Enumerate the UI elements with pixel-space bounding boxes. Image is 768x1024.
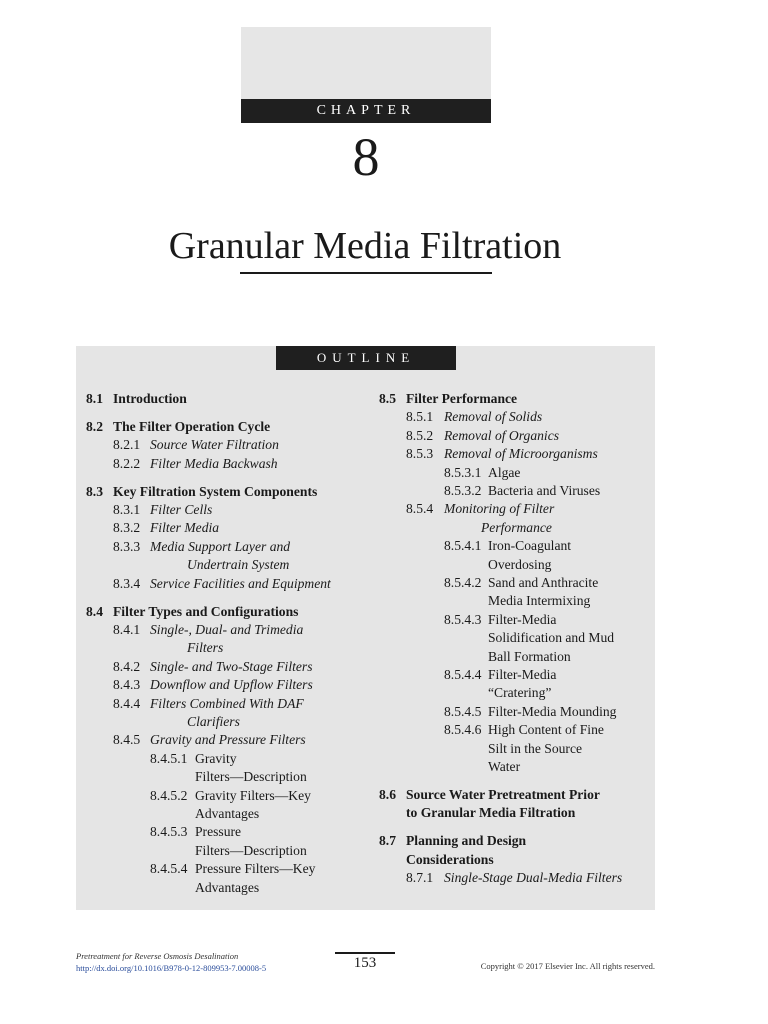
toc-entry-number: 8.3.2 [113,520,141,536]
toc-entry-title[interactable]: Removal of Solids [444,409,543,425]
footer-source [76,950,266,974]
toc-entry-title[interactable]: Filter Types and Configurations [113,603,299,619]
toc-entry-number: 8.4.5.4 [150,861,188,877]
title-underline [240,272,492,274]
toc-entry-title[interactable]: Filter Cells [150,502,213,517]
toc-entry-title[interactable]: Filter Performance [406,391,518,406]
toc-entry-title[interactable]: Water [488,759,521,774]
toc-entry-number: 8.3.1 [113,502,141,517]
toc-entry-title[interactable]: Single- and Two-Stage Filters [150,658,313,674]
toc-entry-title[interactable]: Key Filtration System Components [113,483,318,499]
toc-entry-title[interactable]: Overdosing [488,556,552,572]
toc-entry-number: 8.5.1 [406,409,434,425]
toc-entry-number: 8.1 [86,391,103,406]
toc-entry-number: 8.5.4.3 [444,611,482,627]
toc-entry-title[interactable]: Advantages [195,879,260,895]
toc-entry-title[interactable]: Filters—Description [195,842,307,858]
toc-entry-number: 8.4.2 [113,658,141,674]
toc-entry-number: 8.4 [86,603,103,619]
toc-entry-title[interactable]: Ball Formation [488,648,571,664]
toc-entry-number: 8.3.3 [113,538,141,554]
book-title: Pretreatment for Reverse Osmosis Desalination [76,951,239,961]
toc-entry-number: 8.5.4.5 [444,703,482,719]
toc-entry-number: 8.4.4 [113,695,141,711]
toc-entry-number: 8.5.4.1 [444,538,482,554]
toc-entry-title[interactable]: The Filter Operation Cycle [113,418,271,434]
toc-entry-number: 8.5.4 [406,501,434,517]
toc-entry-title[interactable]: Introduction [113,391,187,406]
toc-entry-number: 8.2 [86,418,103,434]
toc-entry-title[interactable]: Filter Media [150,520,220,536]
toc-entry-title[interactable]: Filter Media Backwash [150,455,278,471]
toc-entry-title[interactable]: Source Water Pretreatment Prior [406,786,600,802]
toc-entry-number: 8.5.2 [406,427,434,443]
toc-entry-title[interactable]: Media Intermixing [488,593,591,609]
toc-entry-title[interactable]: Media Support Layer and [150,538,291,554]
toc-entry-title[interactable]: Removal of Organics [444,427,560,443]
toc-entry-number: 8.5.3.1 [444,464,482,480]
toc-entry-number: 8.4.1 [113,621,141,637]
toc-entry-title[interactable]: to Granular Media Filtration [406,805,576,821]
toc-entry-title[interactable]: Clarifiers [187,713,240,729]
toc-entry-title[interactable]: Source Water Filtration [150,437,279,453]
toc-entry-title[interactable]: Undertrain System [187,557,290,573]
toc-entry-title[interactable]: Gravity Filters—Key [195,787,311,803]
toc-entry-title[interactable]: Solidification and Mud [488,630,615,646]
toc-entry-title[interactable]: Downflow and Upflow Filters [150,677,313,693]
toc-entry-number: 8.2.1 [113,437,141,453]
toc-entry-title[interactable]: Bacteria and Viruses [488,483,601,498]
chapter-number: 8 [352,127,380,187]
toc-entry-title[interactable]: Considerations [406,851,494,867]
toc-entry-title[interactable]: Gravity and Pressure Filters [150,732,306,748]
toc-entry-number: 8.6 [379,786,396,802]
toc-entry-title[interactable]: Algae [488,464,521,480]
toc-entry-number: 8.3 [86,483,103,499]
page-number-rule [335,952,395,954]
toc-entry-title[interactable]: Filters [187,640,224,656]
toc-entry-number: 8.4.5.2 [150,787,188,803]
toc-entry-number: 8.5.4.6 [444,722,482,738]
toc-entry-number: 8.5.4.4 [444,667,482,682]
outline-label: OUTLINE [276,346,456,370]
toc-entry-number: 8.7.1 [406,870,434,885]
chapter-title: Granular Media Filtration [168,225,562,267]
toc-entry-title[interactable]: Filter-Media Mounding [488,703,617,719]
toc-entry-number: 8.7 [379,833,396,849]
toc-entry-number: 8.5.3.2 [444,483,482,498]
chapter-label: CHAPTER [241,99,491,123]
toc-entry-title[interactable]: Monitoring of Filter [444,501,555,517]
copyright-notice: Copyright © 2017 Elsevier Inc. All rights reserved. [480,961,655,971]
toc-entry-title[interactable]: Gravity [195,750,237,766]
toc-entry-title[interactable]: High Content of Fine [488,722,604,738]
doi-link[interactable]: http://dx.doi.org/10.1016/B978-0-12-809953-7.00008-5 [76,963,267,973]
toc-entry-number: 8.4.3 [113,677,141,693]
toc-entry-title[interactable]: Removal of Microorganisms [444,446,598,462]
toc-entry-title[interactable]: Filter-Media [488,611,557,627]
toc-entry-title[interactable]: Service Facilities and Equipment [150,575,331,591]
toc-entry-title[interactable]: Filter-Media [488,667,557,682]
toc-entry-title[interactable]: Single-Stage Dual-Media Filters [444,870,623,885]
toc-entry-number: 8.5 [379,391,396,406]
toc-entry-title[interactable]: Filters Combined With DAF [150,695,304,711]
toc-entry-number: 8.5.4.2 [444,575,482,590]
toc-entry-title[interactable]: Single-, Dual- and Trimedia [150,621,304,637]
toc-entry-title[interactable]: Pressure Filters—Key [195,861,316,877]
toc-entry-number: 8.4.5 [113,732,141,748]
toc-entry-title[interactable]: Planning and Design [406,833,527,849]
page-number: 153 [353,955,377,971]
toc-entry-title[interactable]: Sand and Anthracite [488,575,599,590]
toc-entry-title[interactable]: Silt in the Source [488,740,583,756]
toc-entry-number: 8.4.5.1 [150,750,188,766]
toc-entry-title[interactable]: Performance [481,519,552,535]
toc-entry-title[interactable]: Advantages [195,805,260,821]
toc-entry-number: 8.2.2 [113,455,141,471]
toc-entry-title[interactable]: Filters—Description [195,769,307,785]
toc-entry-number: 8.5.3 [406,446,434,462]
toc-entry-title[interactable]: “Cratering” [488,685,552,701]
toc-entry-number: 8.3.4 [113,575,141,591]
toc-entry-title[interactable]: Pressure [195,824,242,840]
toc-entry-title[interactable]: Iron-Coagulant [488,538,572,554]
toc-entry-number: 8.4.5.3 [150,824,188,840]
